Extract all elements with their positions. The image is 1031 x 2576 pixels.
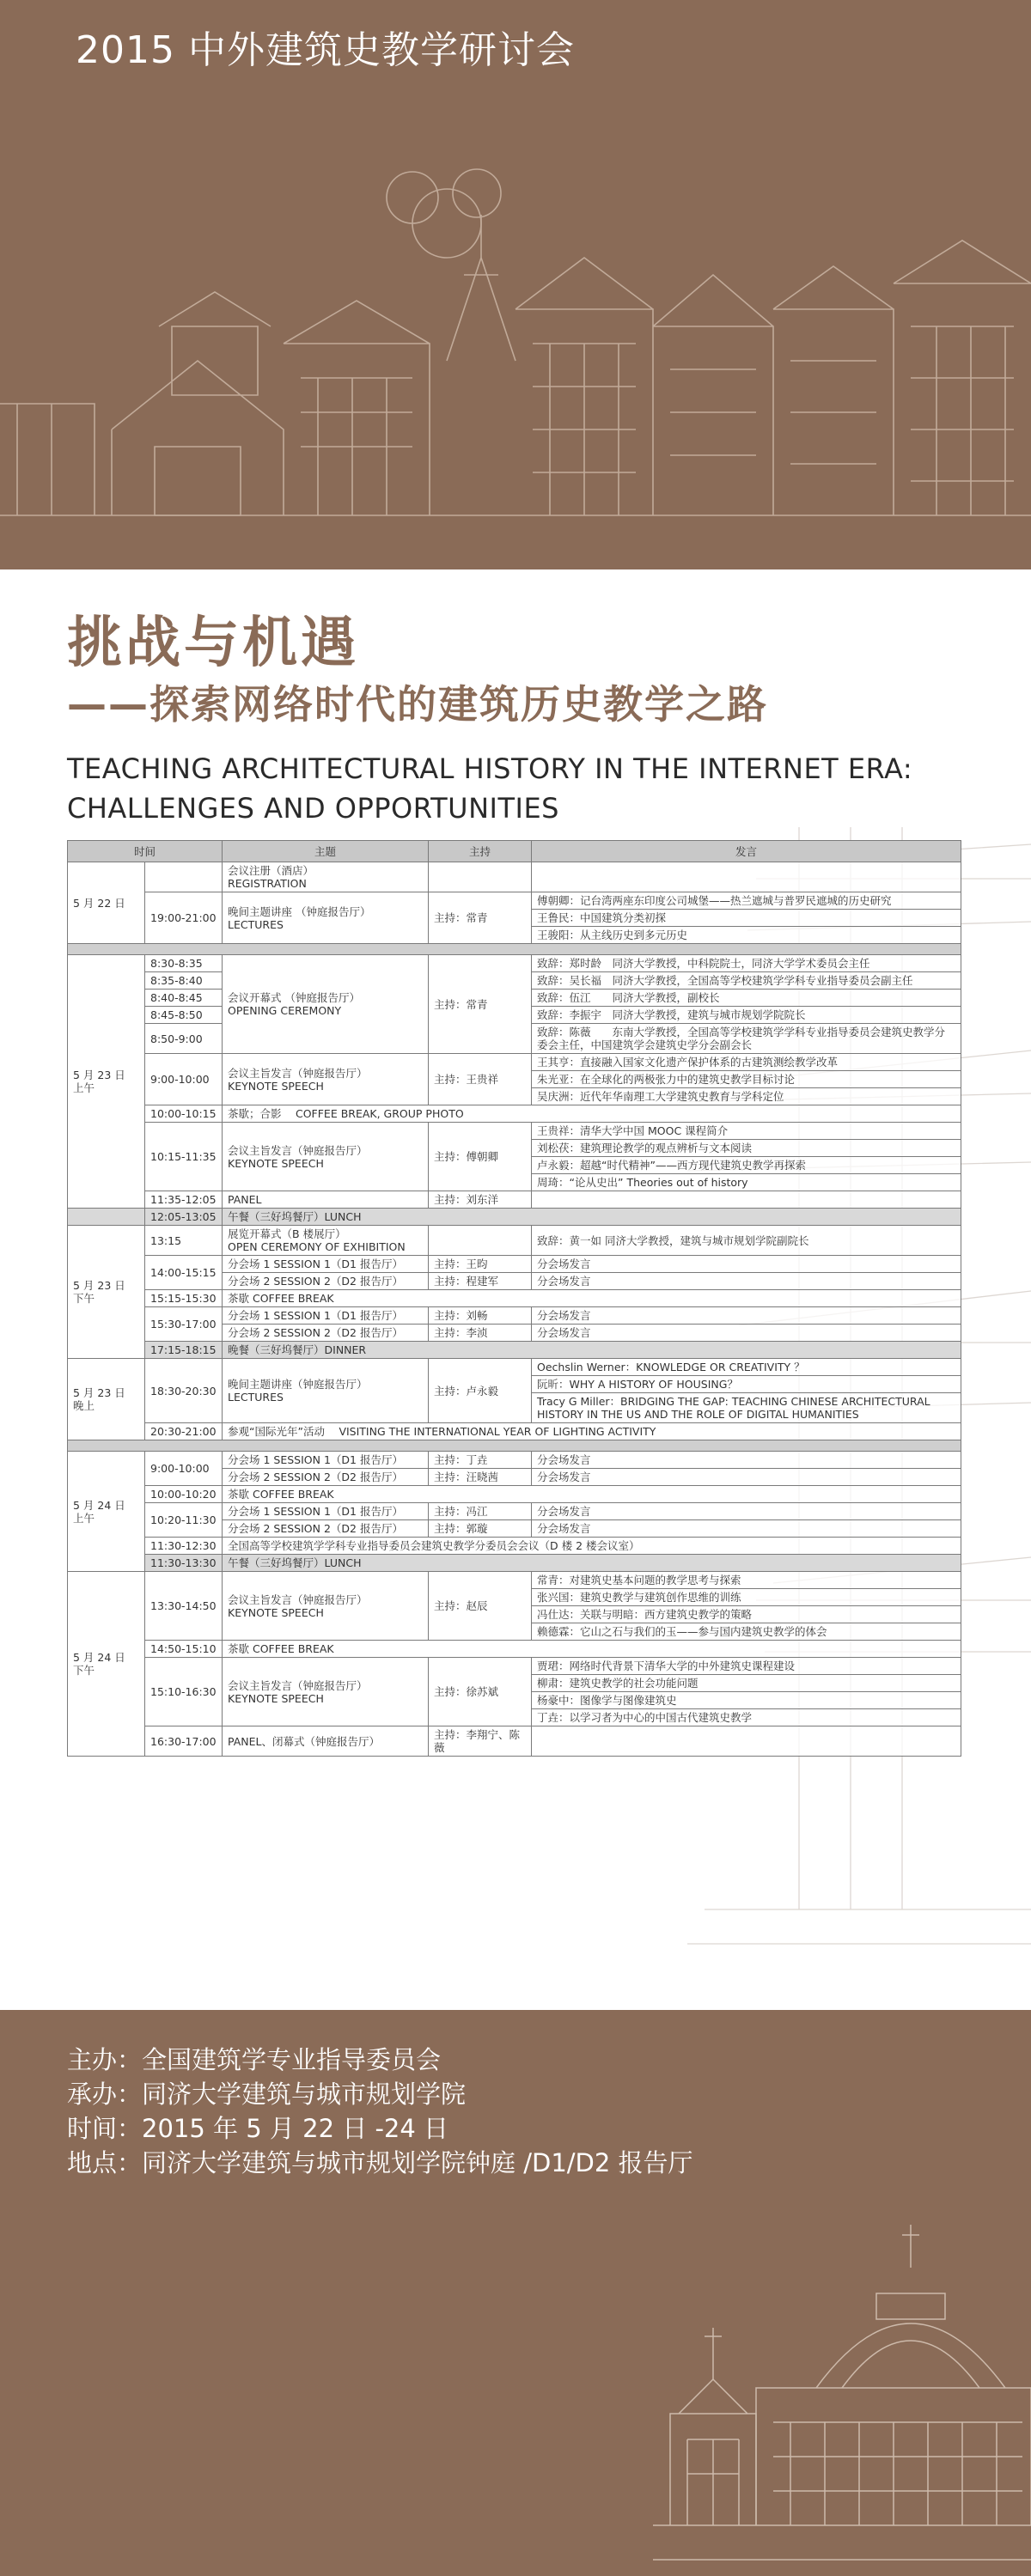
time-cell: 16:30-17:00 [145,1726,223,1757]
english-title-line-1: TEACHING ARCHITECTURAL HISTORY IN THE INTERNET ERA: [67,752,913,785]
speech-cell: 贾珺：网络时代背景下清华大学的中外建筑史课程建设 [532,1658,961,1675]
speech-cell: 阮昕：WHY A HISTORY OF HOUSING？ [532,1376,961,1393]
traditional-architecture-illustration [0,0,1031,569]
topic-cell: 分会场 1 SESSION 1（D1 报告厅） [223,1307,429,1325]
time-cell: 9:00-10:00 [145,1452,223,1486]
table-row [68,1503,961,1520]
column-header-host: 主持 [429,841,532,862]
speech-cell: 吴庆洲：近代年华南理工大学建筑史教育与学科定位 [532,1088,961,1105]
date-cell [68,1209,145,1226]
speech-cell: 分会场发言 [532,1520,961,1538]
topic-cell: 晚间主题讲座 （钟庭报告厅） LECTURES [223,892,429,944]
day-separator [68,1440,961,1452]
speech-cell: 致辞：吴长福 同济大学教授，全国高等学校建筑学学科专业指导委员会副主任 [532,972,961,990]
time-cell: 13:30-14:50 [145,1572,223,1641]
speech-cell: 卢永毅：超越“时代精神”——西方现代建筑史教学再探索 [532,1157,961,1174]
table-row [68,1452,961,1469]
topic-cell: 会议主旨发言（钟庭报告厅） KEYNOTE SPEECH [223,1054,429,1105]
time-cell: 11:30-13:30 [145,1555,223,1572]
speech-cell: 王贵祥：清华大学中国 MOOC 课程简介 [532,1123,961,1140]
host-cell: 主持：冯江 [429,1503,532,1520]
time-cell: 15:15-15:30 [145,1290,223,1307]
host-line: 主办：全国建筑学专业指导委员会 [67,2045,442,2074]
host-cell: 主持：常青 [429,955,532,1054]
time-cell [145,862,223,892]
speech-cell: 致辞：伍江 同济大学教授，副校长 [532,990,961,1007]
topic-cell: 茶歇；合影 COFFEE BREAK, GROUP PHOTO [223,1105,961,1123]
topic-cell: 分会场 1 SESSION 1（D1 报告厅） [223,1452,429,1469]
separator-cell [68,944,961,955]
host-cell: 主持：赵辰 [429,1572,532,1641]
speech-cell: 致辞：陈薇 东南大学教授，全国高等学校建筑学学科专业指导委员会建筑史教学分委会主任，中国建筑学会建筑史学分会副会长 [532,1024,961,1054]
table-row [68,862,961,892]
speech-cell: 常青：对建筑史基本问题的教学思考与探索 [532,1572,961,1589]
column-header-topic: 主题 [223,841,429,862]
time-cell: 8:30-8:35 [145,955,223,972]
speech-cell: 杨豪中：图像学与图像建筑史 [532,1692,961,1709]
host-cell: 主持：王贵祥 [429,1054,532,1105]
topic-cell: 晚间主题讲座（钟庭报告厅） LECTURES [223,1359,429,1423]
time-cell: 11:30-12:30 [145,1538,223,1555]
column-header-time: 时间 [68,841,223,862]
topic-cell: 会议主旨发言（钟庭报告厅） KEYNOTE SPEECH [223,1572,429,1641]
speech-cell: 王其亨：直接融入国家文化遗产保护体系的古建筑测绘教学改革 [532,1054,961,1071]
topic-cell: 分会场 1 SESSION 1（D1 报告厅） [223,1503,429,1520]
time-cell: 10:15-11:35 [145,1123,223,1191]
table-row [68,1307,961,1325]
english-title [67,749,912,828]
topic-cell: 会议主旨发言（钟庭报告厅） KEYNOTE SPEECH [223,1658,429,1726]
table-row [68,1226,961,1256]
host-cell: 主持：常青 [429,892,532,944]
speech-cell: 致辞：李振宇 同济大学教授，建筑与城市规划学院院长 [532,1007,961,1024]
header-band [0,0,1031,569]
date-cell: 5 月 23 日 晚上 [68,1359,145,1440]
time-cell: 18:30-20:30 [145,1359,223,1423]
speech-cell: 分会场发言 [532,1307,961,1325]
topic-cell: 午餐（三好坞餐厅）LUNCH [223,1555,961,1572]
speech-cell: 丁垚：以学习者为中心的中国古代建筑史教学 [532,1709,961,1726]
speech-cell: 张兴国：建筑史教学与建筑创作思维的训练 [532,1589,961,1606]
time-cell: 10:00-10:15 [145,1105,223,1123]
speech-cell: 冯仕达：关联与明暗：西方建筑史教学的策略 [532,1606,961,1623]
place-line: 地点：同济大学建筑与城市规划学院钟庭 /D1/D2 报告厅 [67,2148,693,2177]
topic-cell: PANEL、闭幕式（钟庭报告厅） [223,1726,429,1757]
speech-cell: 王骏阳：从主线历史到多元历史 [532,927,961,944]
speech-cell [532,862,961,892]
time-cell: 14:50-15:10 [145,1641,223,1658]
separator-cell [68,1440,961,1452]
table-row [68,1342,961,1359]
table-row [68,1726,961,1757]
host-cell: 主持：刘东洋 [429,1191,532,1209]
topic-cell: 晚餐（三好坞餐厅）DINNER [223,1342,961,1359]
host-cell [429,1226,532,1256]
time-cell: 10:20-11:30 [145,1503,223,1538]
schedule-table [67,840,961,1757]
host-cell: 主持：李翔宁、陈薇 [429,1726,532,1757]
speech-cell: 分会场发言 [532,1273,961,1290]
speech-cell: Oechslin Werner：KNOWLEDGE OR CREATIVITY ？ [532,1359,961,1376]
topic-cell: 分会场 2 SESSION 2（D2 报告厅） [223,1273,429,1290]
date-cell: 5 月 24 日 下午 [68,1572,145,1757]
table-row [68,1123,961,1140]
time-cell: 17:15-18:15 [145,1342,223,1359]
topic-cell: 展览开幕式（B 楼展厅） OPEN CEREMONY OF EXHIBITION [223,1226,429,1256]
speech-cell: 刘松茯：建筑理论教学的观点辨析与文本阅读 [532,1140,961,1157]
topic-cell: 分会场 2 SESSION 2（D2 报告厅） [223,1520,429,1538]
time-cell: 10:00-10:20 [145,1486,223,1503]
speech-cell: 致辞：黄一如 同济大学教授，建筑与城市规划学院副院长 [532,1226,961,1256]
speech-cell: 傅朝卿：记台湾两座东印度公司城堡——热兰遮城与普罗民遮城的历史研究 [532,892,961,910]
host-cell: 主持：王昀 [429,1256,532,1273]
date-cell: 5 月 23 日 下午 [68,1226,145,1359]
table-row [68,1641,961,1658]
host-cell: 主持：刘畅 [429,1307,532,1325]
main-title: 挑战与机遇 [67,612,359,675]
topic-cell: 参观“国际光年”活动 VISITING THE INTERNATIONAL YEAR OF LIGHTING ACTIVITY [223,1423,961,1440]
table-row [68,1191,961,1209]
table-header-row [68,841,961,862]
table-row [68,1290,961,1307]
table-row [68,955,961,972]
conference-title: 2015 中外建筑史教学研讨会 [76,28,575,72]
table-row [68,1054,961,1071]
host-cell: 主持：卢永毅 [429,1359,532,1423]
time-cell: 11:35-12:05 [145,1191,223,1209]
organizer-line: 承办：同济大学建筑与城市规划学院 [67,2080,467,2109]
host-cell: 主持：丁垚 [429,1452,532,1469]
time-cell: 15:10-16:30 [145,1658,223,1726]
time-cell: 8:50-9:00 [145,1024,223,1054]
time-cell: 12:05-13:05 [145,1209,223,1226]
column-header-speech: 发言 [532,841,961,862]
topic-cell: 会议开幕式 （钟庭报告厅） OPENING CEREMONY [223,955,429,1054]
speech-cell [532,1191,961,1209]
table-row [68,1658,961,1675]
speech-cell: 致辞：郑时龄 同济大学教授，中科院院士，同济大学学术委员会主任 [532,955,961,972]
speech-cell: 分会场发言 [532,1256,961,1273]
speech-cell: 柳肃：建筑史教学的社会功能问题 [532,1675,961,1692]
table-row [68,892,961,910]
english-title-line-2: CHALLENGES AND OPPORTUNITIES [67,792,559,825]
time-cell: 19:00-21:00 [145,892,223,944]
speech-cell [532,1726,961,1757]
speech-cell: 分会场发言 [532,1452,961,1469]
host-cell: 主持：郭璇 [429,1520,532,1538]
table-row [68,1423,961,1440]
speech-cell: 分会场发言 [532,1503,961,1520]
date-cell: 5 月 23 日 上午 [68,955,145,1209]
topic-cell: 分会场 2 SESSION 2（D2 报告厅） [223,1469,429,1486]
speech-cell: 王鲁民：中国建筑分类初探 [532,910,961,927]
host-cell: 主持：傅朝卿 [429,1123,532,1191]
table-row [68,1359,961,1376]
speech-cell: 周琦：“论从史出” Theories out of history [532,1174,961,1191]
topic-cell: 全国高等学校建筑学学科专业指导委员会建筑史教学分委员会会议（D 楼 2 楼会议室） [223,1538,961,1555]
topic-cell: 分会场 2 SESSION 2（D2 报告厅） [223,1325,429,1342]
speech-cell: 赖德霖：它山之石与我们的玉——参与国内建筑史教学的体会 [532,1623,961,1641]
topic-cell: 分会场 1 SESSION 1（D1 报告厅） [223,1256,429,1273]
time-line: 时间：2015 年 5 月 22 日 -24 日 [67,2114,449,2143]
host-cell [429,862,532,892]
topic-cell: PANEL [223,1191,429,1209]
topic-cell: 茶歇 COFFEE BREAK [223,1290,961,1307]
table-row [68,1572,961,1589]
date-cell: 5 月 24 日 上午 [68,1452,145,1572]
host-cell: 主持：李浈 [429,1325,532,1342]
subtitle: ——探索网络时代的建筑历史教学之路 [67,681,768,728]
table-row [68,1538,961,1555]
speech-cell: 分会场发言 [532,1469,961,1486]
topic-cell: 会议主旨发言（钟庭报告厅） KEYNOTE SPEECH [223,1123,429,1191]
time-cell: 9:00-10:00 [145,1054,223,1105]
topic-cell: 茶歇 COFFEE BREAK [223,1641,961,1658]
speech-cell: 朱光亚：在全球化的两极张力中的建筑史教学目标讨论 [532,1071,961,1088]
host-cell: 主持：徐苏斌 [429,1658,532,1726]
event-info [67,2043,693,2180]
date-cell: 5 月 22 日 [68,862,145,944]
time-cell: 13:15 [145,1226,223,1256]
table-row [68,1256,961,1273]
host-cell: 主持：程建军 [429,1273,532,1290]
table-row [68,1486,961,1503]
host-cell: 主持：汪晓茜 [429,1469,532,1486]
topic-cell: 茶歇 COFFEE BREAK [223,1486,961,1503]
speech-cell: 分会场发言 [532,1325,961,1342]
time-cell: 20:30-21:00 [145,1423,223,1440]
table-row [68,1105,961,1123]
table-row [68,1555,961,1572]
day-separator [68,944,961,955]
speech-cell: Tracy G Miller：BRIDGING THE GAP: TEACHING CHINESE ARCHITECTURAL HISTORY IN THE US AND THE ROLE OF DIGITAL HUMANITIES [532,1393,961,1423]
time-cell: 15:30-17:00 [145,1307,223,1342]
topic-cell: 午餐（三好坞餐厅）LUNCH [223,1209,961,1226]
time-cell: 8:35-8:40 [145,972,223,990]
time-cell: 14:00-15:15 [145,1256,223,1290]
time-cell: 8:40-8:45 [145,990,223,1007]
topic-cell: 会议注册（酒店） REGISTRATION [223,862,429,892]
table-row [68,1209,961,1226]
time-cell: 8:45-8:50 [145,1007,223,1024]
